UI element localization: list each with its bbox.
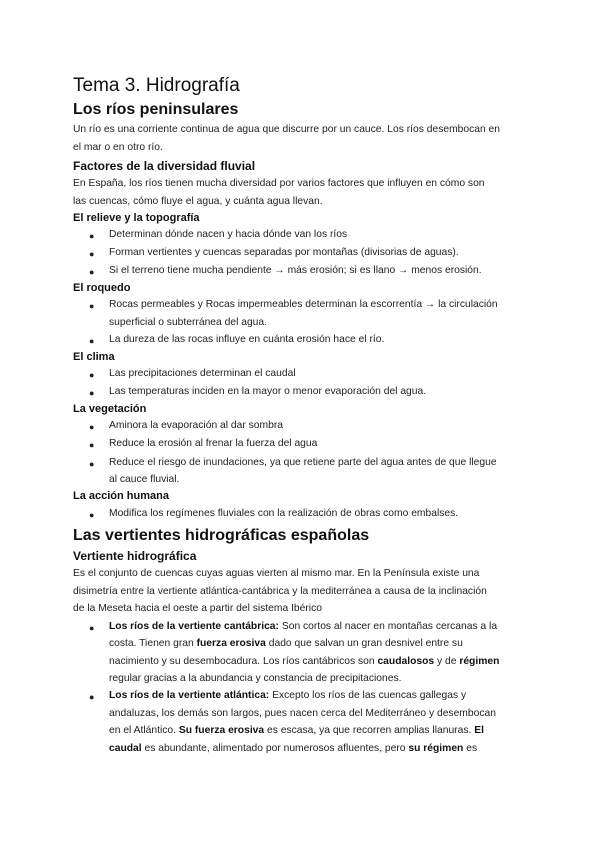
bold-term: fuerza erosiva — [196, 638, 266, 649]
list-item: Rocas permeables y Rocas impermeables determinan la escorrentía → la circulación — [109, 299, 498, 310]
bullet-icon: ● — [89, 692, 95, 702]
list-item — [109, 690, 466, 701]
subheading-vertiente: Vertiente hidrográfica — [73, 549, 197, 563]
list-item: Modifica los regímenes fluviales con la realización de obras como embalses. — [109, 508, 459, 519]
list-item: Las precipitaciones determinan el caudal — [109, 368, 296, 379]
heading-clima: El clima — [73, 351, 115, 363]
bullet-icon: ● — [89, 267, 95, 277]
bullet-icon: ● — [89, 440, 95, 450]
text-run: Excepto los ríos de las cuencas gallegas y — [272, 690, 467, 701]
text-run: Son cortos al nacer en montañas cercanas a la — [281, 621, 498, 632]
heading-roquedo: El roquedo — [73, 282, 131, 294]
list-item — [109, 621, 497, 632]
heading-accion-humana: La acción humana — [73, 490, 169, 502]
section-heading-rios: Los ríos peninsulares — [73, 101, 239, 118]
bullet-icon: ● — [89, 249, 95, 259]
paragraph-line: de la Meseta hacia el oeste a partir del sistema Ibérico — [73, 603, 322, 614]
bullet-icon: ● — [89, 422, 95, 432]
bullet-icon: ● — [89, 623, 95, 633]
list-item-continuation: regular gracias a la abundancia y constancia de precipitaciones. — [109, 673, 402, 684]
list-item: Forman vertientes y cuencas separadas por montañas (divisorias de aguas). — [109, 247, 459, 258]
paragraph-line: Un río es una corriente continua de agua que discurre por un cauce. Los ríos desembocan en — [73, 124, 501, 135]
list-item: Reduce la erosión al frenar la fuerza del agua — [109, 438, 318, 449]
list-item-continuation — [109, 725, 484, 736]
list-item-continuation — [109, 656, 499, 667]
list-item: Las temperaturas inciden en la mayor o menor evaporación del agua. — [109, 386, 427, 397]
list-item-continuation — [109, 638, 463, 649]
list-item: La dureza de las rocas influye en cuánta erosión hace el río. — [109, 334, 385, 345]
text-run: y de — [436, 656, 457, 667]
heading-vegetacion: La vegetación — [73, 403, 147, 415]
page-title: Tema 3. Hidrografía — [73, 75, 240, 96]
text-run: es — [466, 743, 478, 754]
paragraph-line: Es el conjunto de cuencas cuyas aguas vierten al mismo mar. En la Península existe una — [73, 568, 480, 579]
list-item-continuation: al cauce fluvial. — [109, 474, 180, 485]
bold-term: El — [474, 725, 484, 736]
bullet-icon: ● — [89, 459, 95, 469]
heading-relieve: El relieve y la topografía — [73, 212, 200, 224]
bullet-icon: ● — [89, 231, 95, 241]
list-item-continuation — [109, 743, 477, 754]
subheading-factores: Factores de la diversidad fluvial — [73, 159, 256, 173]
text-run: es escasa, ya que recorren amplias llanuras. — [267, 725, 472, 736]
bullet-icon: ● — [89, 388, 95, 398]
paragraph-line: el mar o en otro río. — [73, 142, 163, 153]
bullet-icon: ● — [89, 370, 95, 380]
bold-term: régimen — [459, 656, 500, 667]
text-run: costa. Tienen gran — [109, 638, 194, 649]
text-run: en el Atlántico. — [109, 725, 176, 736]
bold-term: caudal — [109, 743, 142, 754]
list-item-continuation: superficial o subterránea del agua. — [109, 317, 267, 328]
list-item-continuation: andaluzas, los demás son largos, pues nacen cerca del Mediterráneo y desembocan — [109, 708, 496, 719]
list-item: Si el terreno tiene mucha pendiente → más erosión; si es llano → menos erosión. — [109, 265, 482, 276]
bullet-icon: ● — [89, 510, 95, 520]
bullet-icon: ● — [89, 301, 95, 311]
paragraph-line: disimetría entre la vertiente atlántica-cantábrica y la mediterránea a causa de la inclinación — [73, 586, 487, 597]
bold-term: su régimen — [408, 743, 464, 754]
list-item: Reduce el riesgo de inundaciones, ya que retiene parte del agua antes de que llegue — [109, 457, 497, 468]
section-heading-vertientes: Las vertientes hidrográficas españolas — [73, 527, 370, 544]
bold-label: Los ríos de la vertiente cantábrica: — [109, 621, 279, 632]
text-run: nacimiento y su desembocadura. Los ríos cantábricos son — [109, 656, 375, 667]
list-item: Determinan dónde nacen y hacia dónde van los ríos — [109, 229, 348, 240]
paragraph-line: En España, los ríos tienen mucha diversidad por varios factores que influyen en cómo son — [73, 178, 485, 189]
text-run: dado que salvan un gran desnivel entre su — [268, 638, 463, 649]
bullet-icon: ● — [89, 336, 95, 346]
bold-label: Los ríos de la vertiente atlántica: — [109, 690, 270, 701]
text-run: es abundante, alimentado por numerosos afluentes, pero — [144, 743, 406, 754]
list-item: Aminora la evaporación al dar sombra — [109, 420, 283, 431]
bold-term: caudalosos — [377, 656, 435, 667]
paragraph-line: las cuencas, cómo fluye el agua, y cuánta agua llevan. — [73, 196, 323, 207]
bold-term: Su fuerza erosiva — [178, 725, 265, 736]
